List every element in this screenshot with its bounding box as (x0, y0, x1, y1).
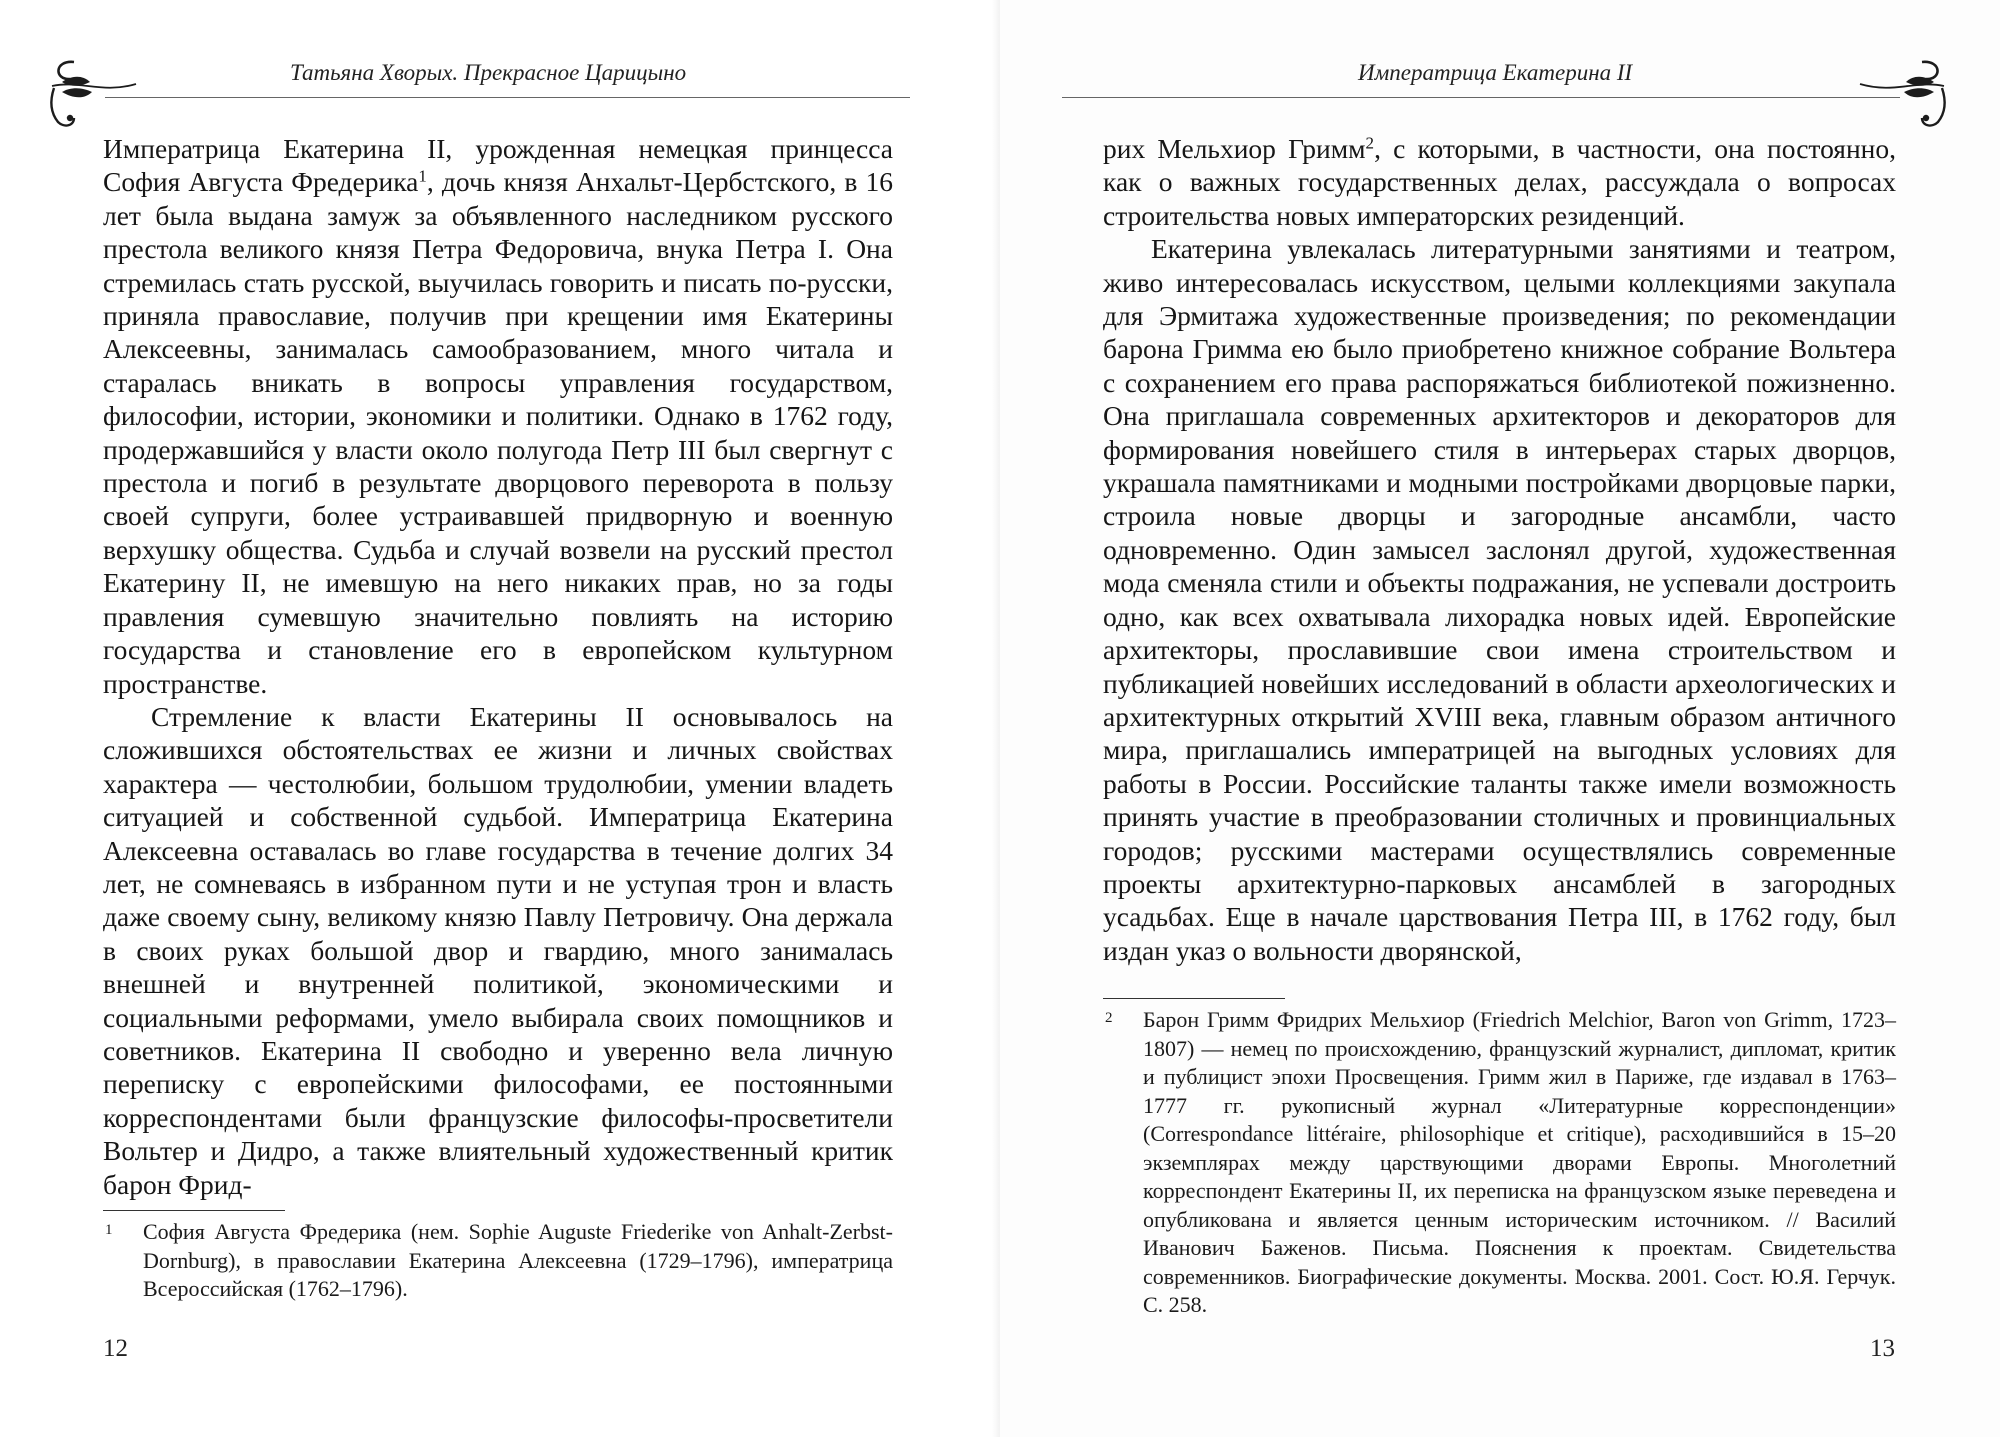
footnote-text: Барон Гримм Фридрих Мельхиор (Friedrich Melchior, Baron von Grimm, 1723–1807) — немец по происхождению, французский журналист, дипломат, критик и публицист эпохи Просвещения. Гримм жил в Париже, где издавал в 1763–1777 гг. рукописный журнал «Литературные корреспонденции» (Correspondance littéraire, philosophique et critique), расходившийся в 15–20 экземплярах между царствующими дворами Европы. Многолетний корреспондент Екатерины II, их переписка на французском языке переведена и опубликована и является ценным историческим источником. // Василий Иванович Баженов. Письма. Пояснения к проектам. Свидетельства современников. Биографические документы. Москва. 2001. Сост. Ю.Я. Герчук. С. 258. (1143, 1007, 1896, 1317)
paragraph: Стремление к власти Екатерины II основывалось на сложившихся обстоятельствах ее жизни и личных свойствах характера — честолюбии, большом трудолюбии, умении владеть ситуацией и собственной судьбой. Императрица Екатерина Алексеевна оставалась во главе государства в течение долгих 34 лет, не сомневаясь в избранном пути и не уступая трон и власть даже своему сыну, великому князю Павлу Петровичу. Она держала в своих руках большой двор и гвардию, много занималась внешней и внутренней политикой, экономическими и социальными реформами, умело выбирала своих помощников и советников. Екатерина II свободно и уверенно вела личную переписку с европейскими философами, ее постоянными корреспондентами были французские философы-просветители Вольтер и Дидро, а также влиятельный художественный критик барон Фрид- (103, 700, 893, 1200)
running-head: Татьяна Хворых. Прекрасное Царицыно (290, 60, 687, 85)
paragraph-text: Императрица Екатерина II, урожденная немецкая принцесса София Августа Фредерика (103, 133, 893, 198)
paragraph: Екатерина увлекалась литературными занятиями и театром, живо интересовалась искусством, целыми коллекциями закупала для Эрмитажа художественные произведения; по рекомендации барона Гримма ею было приобретено книжное собрание Вольтера с сохранением его права распоряжаться библиотекой пожизненно. Она приглашала современных архитекторов и декораторов для формирования новейшего стиля в интерьерах старых дворцов, украшала памятниками и модными постройками дворцовые парки, строила новые дворцы и загородные ансамбли, часто одновременно. Один замысел заслонял другой, художественная мода сменяла стили и объекты подражания, не успевали достроить одно, как всех охватывала лихорадка новых идей. Европейские архитекторы, прославившие свои имена строительством и публикацией новейших исследований в области археологических и архитектурных открытий XVIII века, главным образом античного мира, приглашались императрицей на выгодных условиях для работы в России. Российские таланты также имели возможность принять участие в преобразовании столичных и провинциальных городов; русскими мастерами осуществлялись современные проекты архитектурно-парковых ансамблей в загородных усадьбах. Еще в начале царствования Петра III, в 1762 году, был издан указ о вольности дворянской, (1103, 233, 1896, 966)
paragraph-text: , дочь князя Анхальт-Цербстского, в 16 лет была выдана замуж за объявленного наследником русского престола великого князя Петра Федоровича, внука Петра I. Она стремилась стать русской, выучилась говорить и писать по-русски, приняла православие, получив при крещении имя Екатерины Алексеевны, занималась самообразованием, много читала и старалась вникать в вопросы управления государством, философии, истории, экономики и политики. Однако в 1762 году, продержавшийся у власти около полугода Петр III был свергнут с престола и погиб в результате дворцового переворота в пользу своей супруги, более устраивавшей придворную и военную верхушку общества. Судьба и случай возвели на русский престол Екатерину II, не имевшую на него никаких прав, но за годы правления сумевшую значительно повлиять на историю государства и становление его в европейском культурном пространстве. (103, 166, 893, 699)
footnote (1105, 1006, 1896, 1320)
footnote-number: 1 (105, 1222, 113, 1238)
footnote-rule (1103, 998, 1285, 999)
paragraph-text: , с которыми, в частности, она постоянно, как о важных государственных делах, рассуждала о вопросах строительства новых императорских резиденций. (1103, 133, 1897, 231)
header-rule (105, 97, 910, 98)
footnote-text: София Августа Фредерика (нем. Sophie Auguste Friederike von Anhalt-Zerbst-Dornburg), в православии Екатерина Алексеевна (1729–1796), императрица Всероссийская (1762–1796). (143, 1219, 893, 1301)
footnote (105, 1218, 893, 1304)
main-text (103, 132, 893, 1201)
footnote-number: 2 (1105, 1010, 1113, 1026)
main-text (1103, 132, 1896, 967)
scroll-flourish-icon (40, 52, 140, 132)
paragraph-text: рих Мельхиор Гримм (1103, 133, 1366, 164)
scroll-flourish-icon (1856, 52, 1956, 132)
footnote-rule (103, 1210, 285, 1211)
page-number: 12 (103, 1335, 128, 1362)
paragraph (103, 132, 893, 700)
header-rule (1062, 97, 1900, 98)
running-head: Императрица Екатерина II (1358, 60, 1633, 85)
footnote-marker: 2 (1365, 133, 1375, 153)
footnote-marker: 1 (418, 167, 427, 187)
page-number: 13 (1870, 1335, 1895, 1362)
right-page (1000, 0, 2000, 1437)
paragraph (1103, 132, 1896, 232)
